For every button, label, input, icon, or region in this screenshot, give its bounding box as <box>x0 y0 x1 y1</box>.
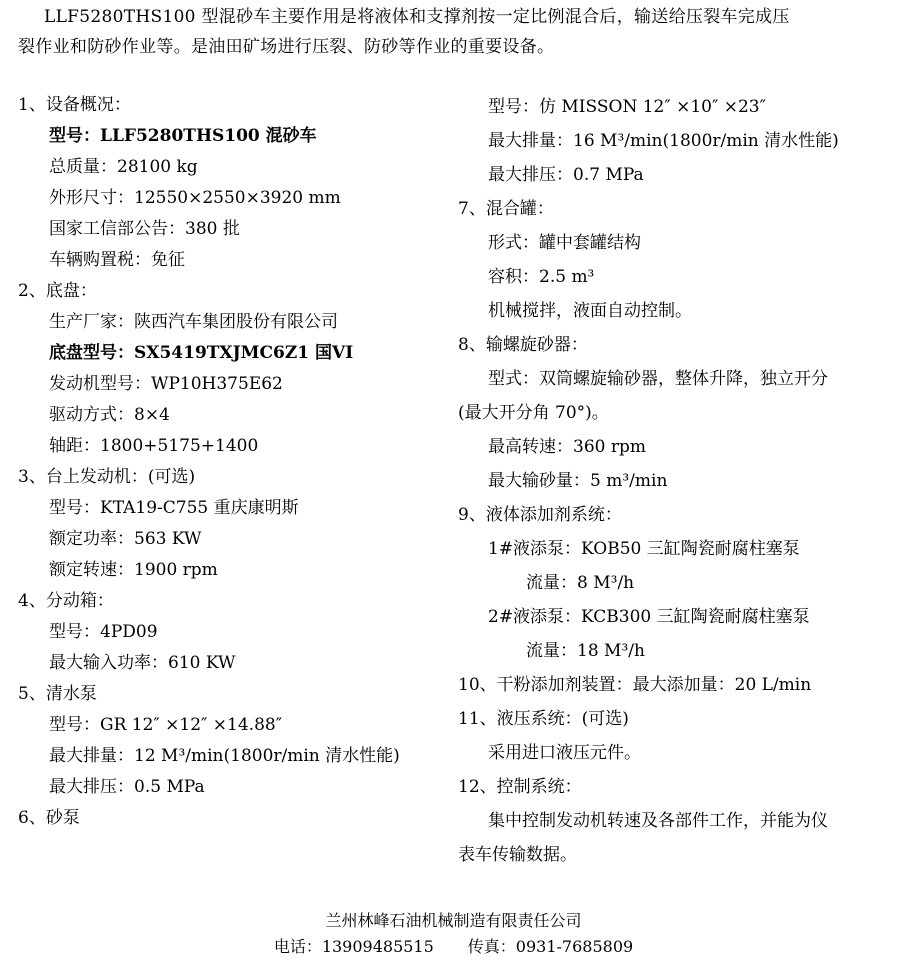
spec-line: 型号：4PD09 <box>49 622 158 642</box>
spec-line: 最大排压：0.5 MPa <box>49 777 205 797</box>
spec-line: 2#液添泵：KCB300 三缸陶瓷耐腐柱塞泵 <box>488 607 810 627</box>
spec-line: 机械搅拌，液面自动控制。 <box>488 301 692 321</box>
footer <box>0 908 907 960</box>
spec-line: 型号：仿 MISSON 12″ ×10″ ×23″ <box>488 97 766 117</box>
spec-line: 底盘型号：SX5419TXJMC6Z1 国VI <box>49 343 354 363</box>
spec-line: 型号：KTA19-C755 重庆康明斯 <box>49 498 299 518</box>
section-heading: 12、控制系统： <box>458 777 582 797</box>
spec-line: 额定功率：563 KW <box>49 529 202 549</box>
spec-line: 轴距：1800+5175+1400 <box>49 436 259 456</box>
contact-row <box>0 934 907 960</box>
intro-line-1: LLF5280THS100 型混砂车主要作用是将液体和支撑剂按一定比例混合后，输送给压裂车完成压 <box>44 7 790 27</box>
spec-line: 型号：GR 12″ ×12″ ×14.88″ <box>49 715 283 735</box>
spec-line: 生产厂家：陕西汽车集团股份有限公司 <box>49 312 338 332</box>
section-heading: 4、分动箱： <box>18 591 114 611</box>
spec-line: 国家工信部公告：380 批 <box>49 219 240 239</box>
spec-line: 容积：2.5 m³ <box>488 267 595 287</box>
spec-column-left <box>18 90 458 834</box>
spec-line: 外形尺寸：12550×2550×3920 mm <box>49 188 341 208</box>
section-heading: 6、砂泵 <box>18 808 80 828</box>
spec-line: 采用进口液压元件。 <box>488 743 641 763</box>
spec-line: 最大排量：16 M³/min(1800r/min 清水性能) <box>488 131 839 151</box>
section-heading: 1、设备概况： <box>18 95 131 115</box>
section-heading: (最大开分角 70°)。 <box>458 403 609 423</box>
spec-line: 型号：LLF5280THS100 混砂车 <box>49 126 317 146</box>
spec-line: 车辆购置税：免征 <box>49 250 185 270</box>
spec-line: 型式：双筒螺旋输砂器，整体升降，独立开分 <box>488 369 828 389</box>
spec-line: 最大排压：0.7 MPa <box>488 165 644 185</box>
section-heading: 7、混合罐： <box>458 199 554 219</box>
spec-line: 形式：罐中套罐结构 <box>488 233 641 253</box>
section-heading: 11、液压系统：(可选) <box>458 709 629 729</box>
intro-line-2: 裂作业和防砂作业等。是油田矿场进行压裂、防砂等作业的重要设备。 <box>18 37 555 57</box>
spec-line: 集中控制发动机转速及各部件工作，并能为仪 <box>488 811 828 831</box>
spec-line: 最大输砂量：5 m³/min <box>488 471 668 491</box>
spec-line: 最大输入功率：610 KW <box>49 653 236 673</box>
spec-line: 最高转速：360 rpm <box>488 437 646 457</box>
fax-number: 传真：0931-7685809 <box>467 937 634 956</box>
intro-paragraph <box>18 2 898 62</box>
spec-line: 驱动方式：8×4 <box>49 405 170 425</box>
phone-number: 电话：13909485515 <box>273 937 434 956</box>
spec-line: 额定转速：1900 rpm <box>49 560 218 580</box>
section-heading: 3、台上发动机：(可选) <box>18 467 196 487</box>
spec-line: 流量：8 M³/h <box>526 573 635 593</box>
section-heading: 10、干粉添加剂装置：最大添加量：20 L/min <box>458 675 812 695</box>
spec-line: 流量：18 M³/h <box>526 641 645 661</box>
section-heading: 5、清水泵 <box>18 684 97 704</box>
section-heading: 表车传输数据。 <box>458 845 577 865</box>
section-heading: 2、底盘： <box>18 281 97 301</box>
spec-line: 1#液添泵：KOB50 三缸陶瓷耐腐柱塞泵 <box>488 539 800 559</box>
spec-column-right <box>458 90 898 872</box>
spec-line: 发动机型号：WP10H375E62 <box>49 374 283 394</box>
spec-line: 最大排量：12 M³/min(1800r/min 清水性能) <box>49 746 400 766</box>
company-name: 兰州林峰石油机械制造有限责任公司 <box>325 911 582 930</box>
section-heading: 9、液体添加剂系统： <box>458 505 622 525</box>
spec-line: 总质量：28100 kg <box>49 157 198 177</box>
section-heading: 8、输螺旋砂器： <box>458 335 588 355</box>
